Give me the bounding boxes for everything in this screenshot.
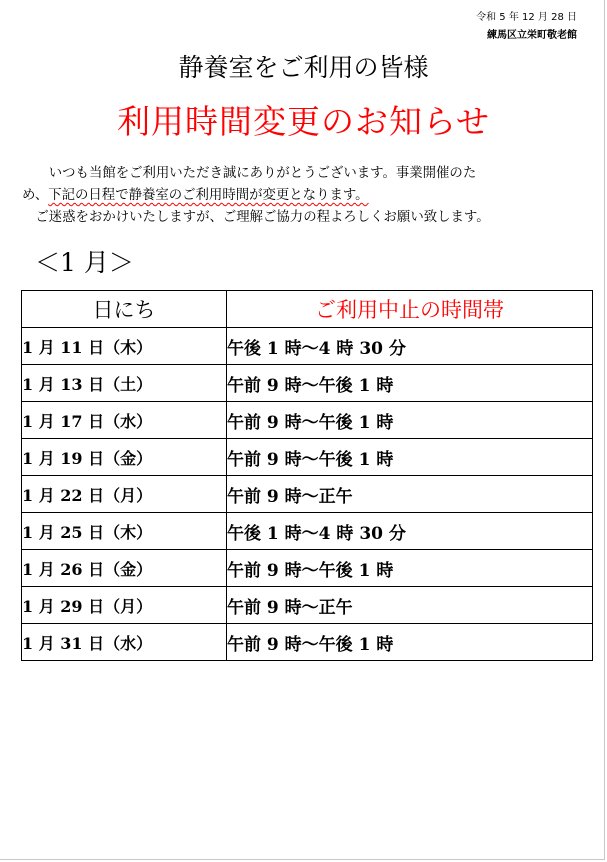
body-line-3-text: ご迷惑をおかけいたしますが、ご理解ご協力の程よろしくお願い致します。 [35,210,490,225]
date-cell: 1 月 26 日（金） [22,550,227,587]
table-header-row [22,291,593,328]
notice-title: 利用時間変更のお知らせ [116,102,490,141]
body-line-2-marked: 下記の日程で静養室のご利用時間が変更となります。 [48,188,369,203]
date-cell: 1 月 31 日（水） [22,624,227,661]
date-cell: 1 月 25 日（木） [22,513,227,550]
time-cell: 午前 9 時～正午 [227,587,593,624]
table-row [22,587,593,624]
date-cell: 1 月 19 日（金） [22,439,227,476]
date-cell: 1 月 11 日（木） [22,328,227,365]
month-heading: ＜1 月＞ [35,248,134,277]
body-line-3 [22,207,590,229]
body-line-2-prefix: め、 [22,188,49,203]
schedule-table [21,290,593,661]
notice-subtitle: 静養室をご利用の皆様 [178,53,429,82]
body-line-2 [22,185,590,207]
date-cell: 1 月 22 日（月） [22,476,227,513]
time-cell: 午前 9 時～正午 [227,476,593,513]
date-column-header: 日にち [22,291,227,328]
table-row [22,402,593,439]
table-row [22,476,593,513]
table-row [22,513,593,550]
table-row [22,439,593,476]
date-cell: 1 月 13 日（土） [22,365,227,402]
table-row [22,328,593,365]
time-cell: 午後 1 時～4 時 30 分 [227,328,593,365]
date-cell: 1 月 17 日（水） [22,402,227,439]
body-line-1 [22,163,590,185]
organization-name: 練馬区立栄町敬老館 [487,30,577,41]
time-cell: 午前 9 時～午後 1 時 [227,439,593,476]
time-cell: 午前 9 時～午後 1 時 [227,365,593,402]
time-cell: 午前 9 時～午後 1 時 [227,550,593,587]
time-cell: 午前 9 時～午後 1 時 [227,402,593,439]
time-cell: 午前 9 時～午後 1 時 [227,624,593,661]
body-line-1-text: いつも当館をご利用いただき誠にありがとうございます。事業開催のた [48,166,477,181]
notice-body [22,163,590,229]
table-row [22,550,593,587]
table-row [22,624,593,661]
date-cell: 1 月 29 日（月） [22,587,227,624]
time-column-header: ご利用中止の時間帯 [227,291,593,328]
time-cell: 午後 1 時～4 時 30 分 [227,513,593,550]
issue-date: 令和 5 年 12 月 28 日 [476,12,577,23]
table-row [22,365,593,402]
